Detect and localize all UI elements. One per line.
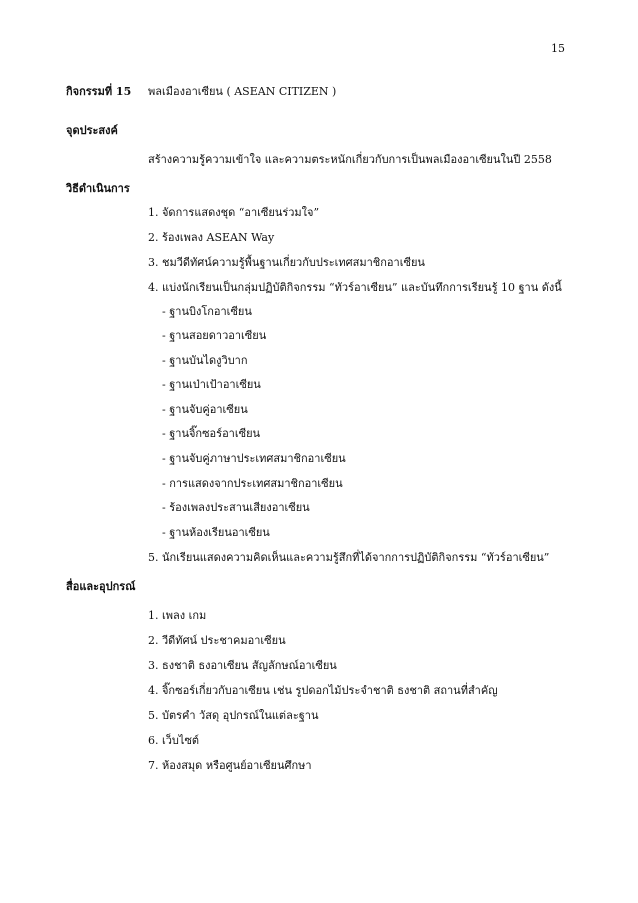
page-number: 15 [551,42,565,55]
station-item: - ฐานบิงโกอาเซียน [162,305,252,318]
objective-heading: จุดประสงค์ [66,124,118,137]
station-item: - ฐานห้องเรียนอาเซียน [162,526,270,539]
station-item: - ฐานสอยดาวอาเซียน [162,329,267,342]
activity-label: กิจกรรมที่ 15 [66,85,132,98]
procedure-step: 1. จัดการแสดงชุด “อาเซียนร่วมใจ” [148,206,320,219]
objective-text: สร้างความรู้ความเข้าใจ และความตระหนักเกี่ยวกับการเป็นพลเมืองอาเซียนในปี 2558 [148,153,552,166]
procedure-step: 4. แบ่งนักเรียนเป็นกลุ่มปฏิบัติกิจกรรม “ทัวร์อาเซียน” และบันทึกการเรียนรู้ 10 ฐาน ดังนี้ [148,281,562,294]
procedure-step: 3. ชมวีดีทัศน์ความรู้พื้นฐานเกี่ยวกับประเทศสมาชิกอาเซียน [148,256,425,269]
station-item: - ฐานจิ๊กซอร์อาเซียน [162,427,261,440]
materials-item: 3. ธงชาติ ธงอาเซียน สัญลักษณ์อาเซียน [148,659,337,672]
station-item: - ฐานจับคู่ภาษาประเทศสมาชิกอาเซียน [162,452,346,465]
materials-item: 6. เว็บไซต์ [148,734,200,747]
station-item: - การแสดงจากประเทศสมาชิกอาเซียน [162,477,343,490]
station-item: - ฐานบันไดงูวิบาก [162,354,248,367]
materials-item: 7. ห้องสมุด หรือศูนย์อาเซียนศึกษา [148,759,312,772]
procedure-step: 2. ร้องเพลง ASEAN Way [148,231,275,244]
station-item: - ฐานจับคู่อาเซียน [162,403,248,416]
procedure-heading: วิธีดำเนินการ [66,182,130,195]
procedure-step: 5. นักเรียนแสดงความคิดเห็นและความรู้สึกที่ได้จากการปฏิบัติกิจกรรม “ทัวร์อาเซียน” [148,551,550,564]
materials-heading: สื่อและอุปกรณ์ [66,580,136,593]
activity-title: พลเมืองอาเซียน ( ASEAN CITIZEN ) [148,85,337,98]
materials-item: 4. จิ๊กซอร์เกี่ยวกับอาเซียน เช่น รูปดอกไม้ประจำชาติ ธงชาติ สถานที่สำคัญ [148,684,498,697]
station-item: - ร้องเพลงประสานเสียงอาเซียน [162,501,310,514]
materials-item: 2. วีดีทัศน์ ประชาคมอาเซียน [148,634,286,647]
materials-item: 5. บัตรคำ วัสดุ อุปกรณ์ในแต่ละฐาน [148,709,319,722]
materials-item: 1. เพลง เกม [148,609,207,622]
station-item: - ฐานเป่าเป้าอาเซียน [162,378,261,391]
